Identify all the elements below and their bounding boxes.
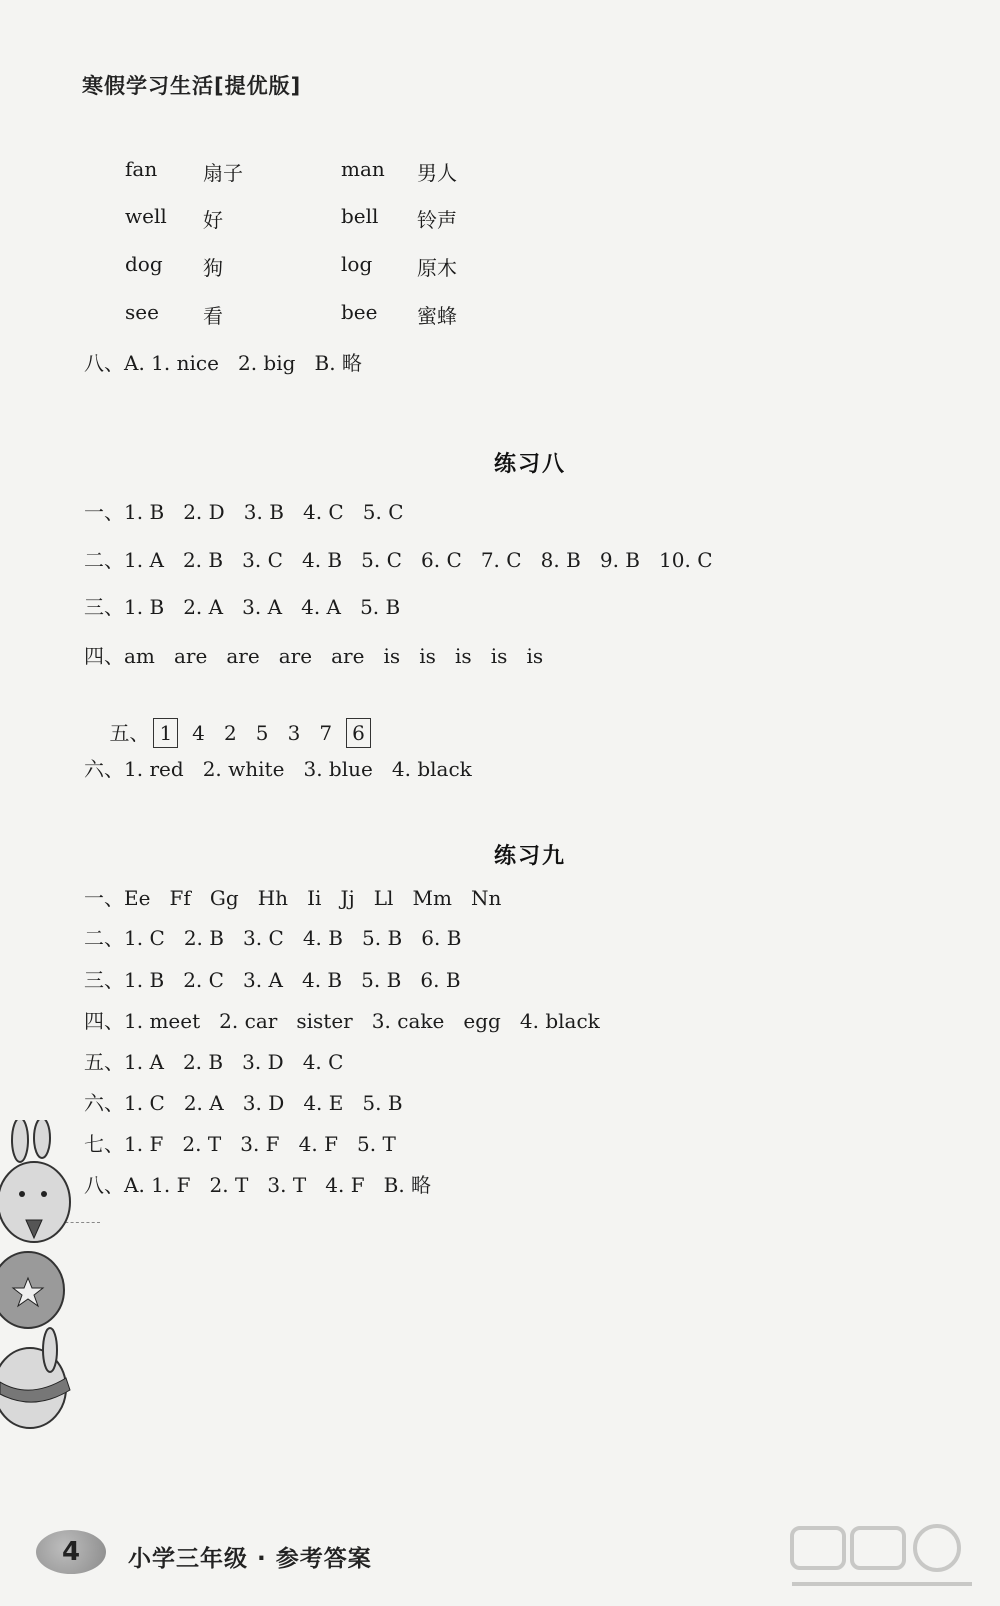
answer-line: 七、1. F 2. T 3. F 4. F 5. T	[84, 1132, 396, 1156]
vocab-word: see	[125, 300, 159, 324]
vocab-meaning: 狗	[203, 256, 223, 280]
boxed-number: 1	[153, 718, 178, 748]
answer-line: 四、am are are are are is is is is is	[84, 644, 544, 668]
page-header: 寒假学习生活[提优版]	[82, 74, 302, 98]
vocab-word: bee	[341, 300, 378, 324]
vocab-word: man	[341, 157, 385, 181]
vocab-meaning: 铃声	[417, 208, 457, 232]
bunny-illustration-icon	[0, 1120, 90, 1450]
sequence-numbers: 4 2 5 3 7	[192, 721, 333, 745]
answer-line: 八、A. 1. F 2. T 3. T 4. F B. 略	[84, 1173, 432, 1197]
answer-line: 四、1. meet 2. car sister 3. cake egg 4. black	[84, 1009, 600, 1033]
vocab-word: well	[125, 204, 167, 228]
vocab-word: dog	[125, 252, 163, 276]
vocab-meaning: 男人	[417, 161, 457, 185]
vocab-word: fan	[125, 157, 158, 181]
footer-label: 小学三年级 · 参考答案	[128, 1546, 372, 1572]
answer-line: 三、1. B 2. A 3. A 4. A 5. B	[84, 595, 401, 619]
vocab-meaning: 看	[203, 304, 223, 328]
vocab-meaning: 原木	[417, 256, 457, 280]
vocab-word: log	[341, 252, 373, 276]
answer-line: 八、A. 1. nice 2. big B. 略	[84, 351, 362, 375]
watermark-logo-icon	[782, 1522, 982, 1602]
answer-line: 二、1. A 2. B 3. C 4. B 5. C 6. C 7. C 8. B 9. B 10. C	[84, 548, 713, 572]
vocab-word: bell	[341, 204, 379, 228]
answer-line: 一、1. B 2. D 3. B 4. C 5. C	[84, 500, 404, 524]
answer-line: 五、1. A 2. B 3. D 4. C	[84, 1050, 344, 1074]
vocab-meaning: 好	[203, 208, 223, 232]
vocab-meaning: 扇子	[203, 161, 243, 185]
answer-line: 六、1. red 2. white 3. blue 4. black	[84, 757, 472, 781]
answer-line: 六、1. C 2. A 3. D 4. E 5. B	[84, 1091, 403, 1115]
section-title: 练习九	[493, 843, 566, 869]
page-number: 4	[62, 1537, 81, 1567]
item-label: 五、	[109, 721, 150, 745]
answer-line: 二、1. C 2. B 3. C 4. B 5. B 6. B	[84, 926, 462, 950]
section-title: 练习八	[493, 451, 566, 477]
answer-line: 三、1. B 2. C 3. A 4. B 5. B 6. B	[84, 968, 461, 992]
answer-line: 一、Ee Ff Gg Hh Ii Jj Ll Mm Nn	[84, 886, 502, 910]
boxed-number: 6	[346, 718, 371, 748]
vocab-meaning: 蜜蜂	[417, 304, 457, 328]
